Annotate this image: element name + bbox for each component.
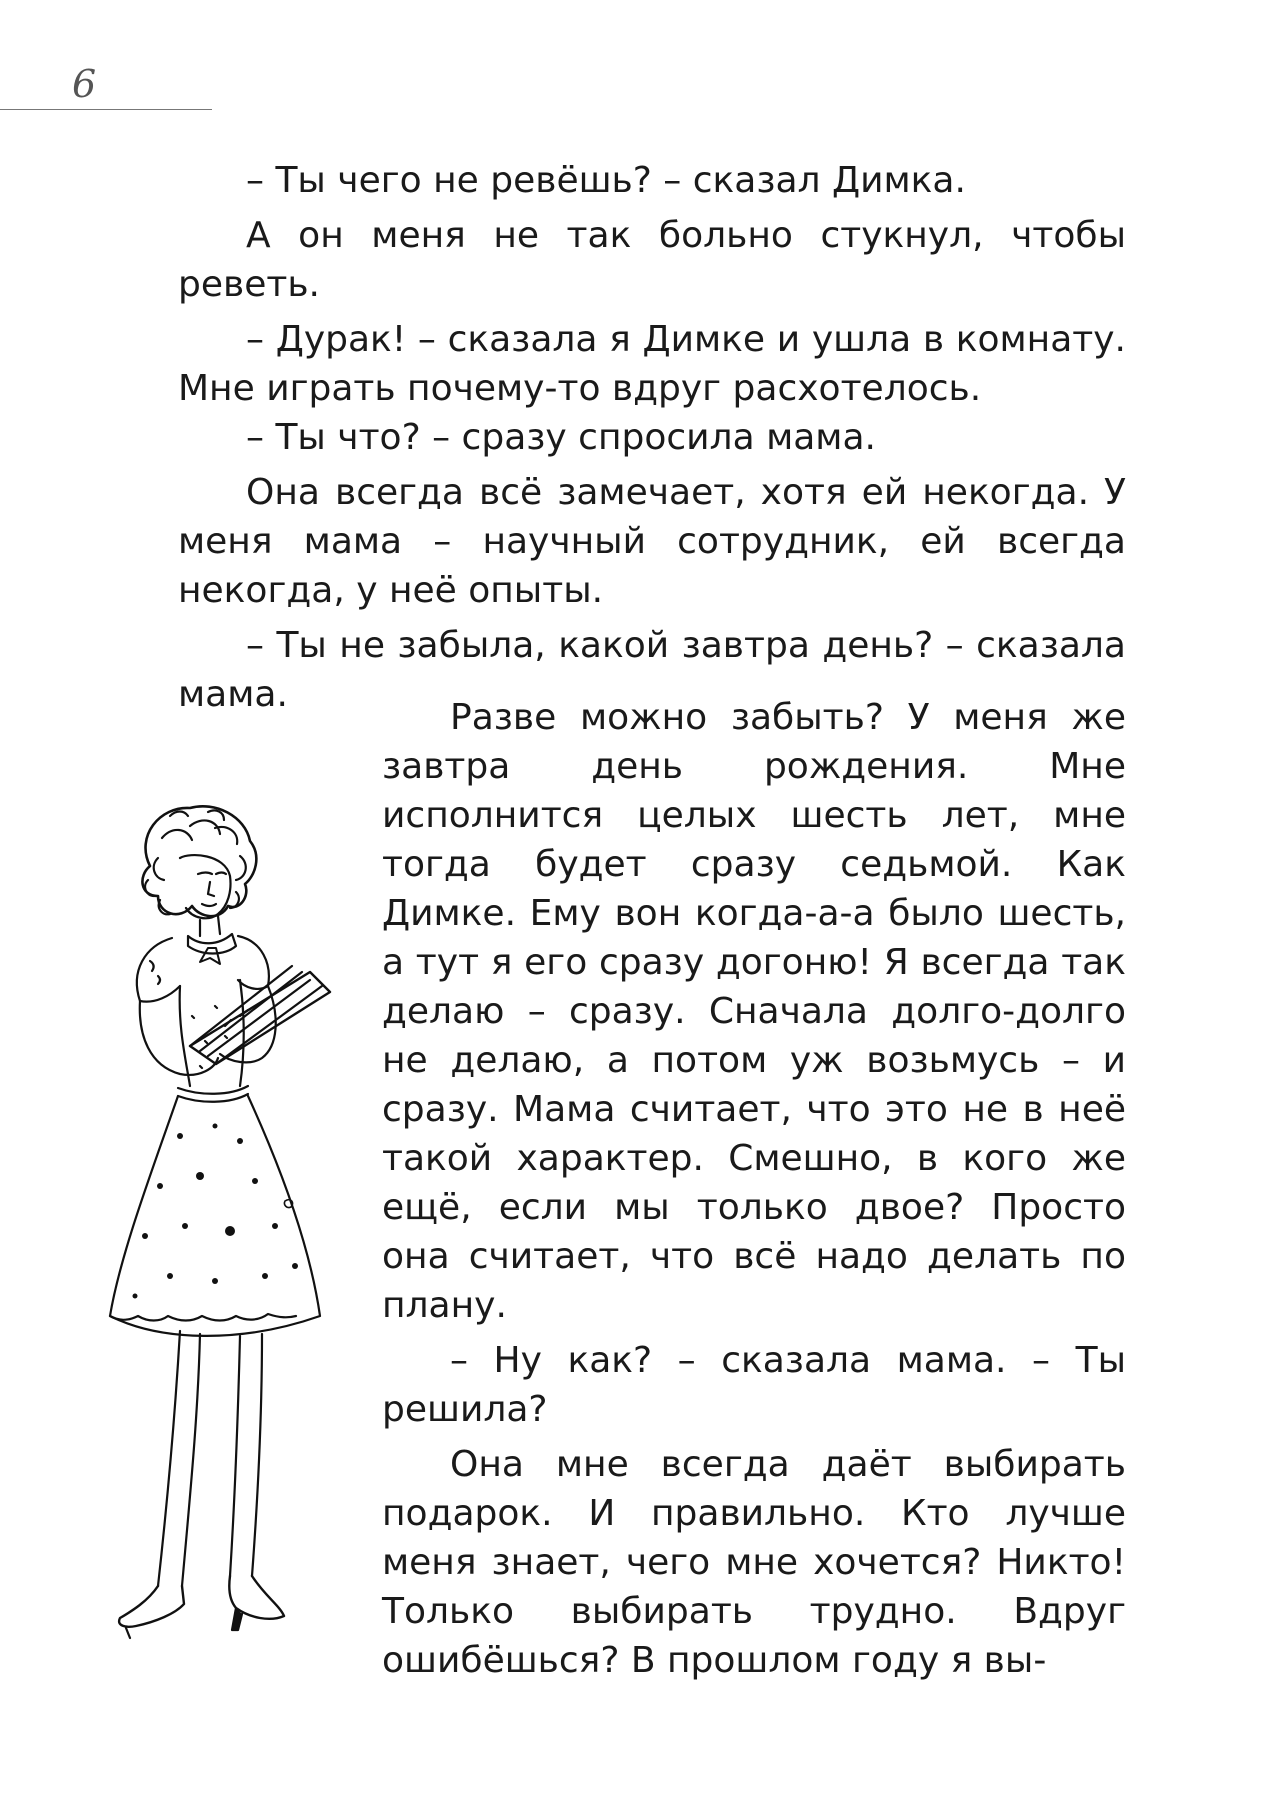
paragraph: – Ты что? – сразу спросила мама. bbox=[246, 417, 876, 458]
paragraph: А он меня не так больно стукнул, чтобы реветь. bbox=[178, 215, 1126, 305]
paragraph: – Ты чего не ревёшь? – сказал Димка. bbox=[246, 160, 966, 201]
girl-reading-illustration bbox=[40, 796, 380, 1696]
paragraph: Она мне всегда даёт выбирать подарок. И правильно. Кто лучше меня знает, чего мне хочется? Никто! Только выбирать трудно. Вдруг ошибёшься? В прошлом году я вы- bbox=[382, 1444, 1126, 1681]
paragraph: – Ну как? – сказала мама. – Ты решила? bbox=[382, 1340, 1126, 1430]
paragraph: – Ты не забыла, какой завтра день? – сказала мама. bbox=[178, 625, 1126, 715]
paragraph: Разве можно забыть? У меня же завтра день рождения. Мне исполнится целых шесть лет, мне тогда будет сразу седьмой. Как Димке. Ему вон когда-а-а было шесть, а тут я его сразу догоню! Я всегда так делаю – сразу. Сначала долго-долго не делаю, а потом уж возьмусь – и сразу. Мама считает, что это не в неё такой характер. Смешно, в кого же ещё, если мы только двое? Просто она считает, что всё надо делать по плану. bbox=[382, 697, 1126, 1326]
body-text-full-width bbox=[178, 156, 1126, 719]
paragraph: – Дурак! – сказала я Димке и ушла в комнату. Мне играть почему-то вдруг расхотелось. bbox=[178, 319, 1126, 409]
page-number: 6 bbox=[72, 62, 97, 106]
header-rule bbox=[0, 109, 212, 110]
paragraph: Она всегда всё замечает, хотя ей некогда. У меня мама – научный сотрудник, ей всегда некогда, у неё опыты. bbox=[178, 472, 1126, 611]
body-text-right-column bbox=[382, 693, 1126, 1685]
